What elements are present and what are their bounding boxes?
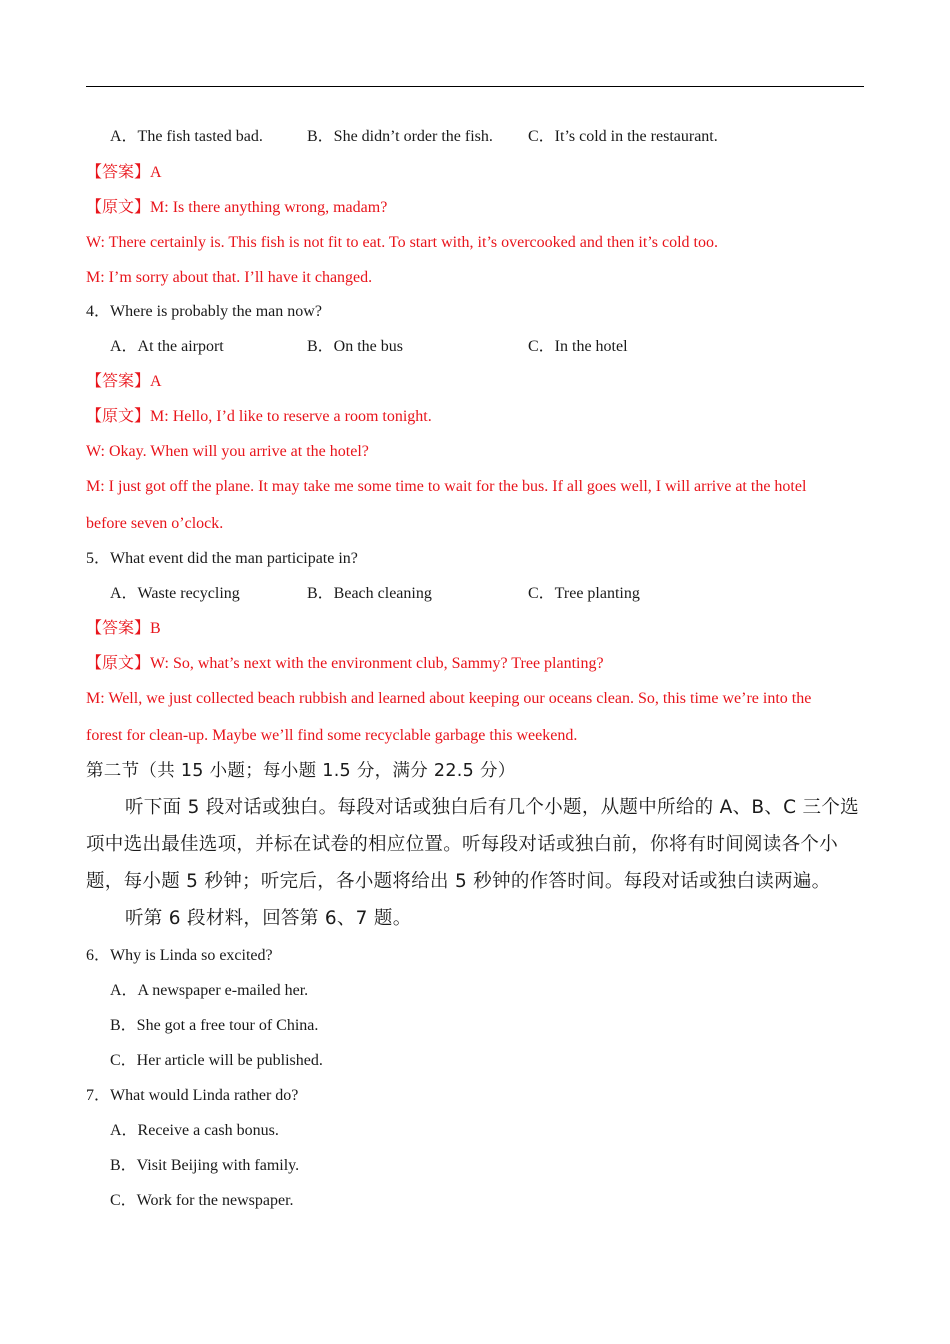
q6-option-b: B．She got a free tour of China. xyxy=(110,1017,319,1034)
q4-option-c: C．In the hotel xyxy=(528,338,628,355)
q3-script-line: W: There certainly is. This fish is not fit to eat. To start with, it’s overcooked and then it’s cold too. xyxy=(86,234,718,251)
q4-answer: 【答案】A xyxy=(86,373,162,390)
q5-script-line: 【原文】W: So, what’s next with the environment club, Sammy? Tree planting? xyxy=(86,655,604,672)
q7-option-b: B．Visit Beijing with family. xyxy=(110,1157,300,1174)
q3-script-line: M: I’m sorry about that. I’ll have it changed. xyxy=(86,269,373,286)
q4-script-line: before seven o’clock. xyxy=(86,515,224,532)
q3-option-c: C．It’s cold in the restaurant. xyxy=(528,128,718,145)
q4-script-line: 【原文】M: Hello, I’d like to reserve a room tonight. xyxy=(86,408,432,425)
material-note: 听第 6 段材料，回答第 6、7 题。 xyxy=(125,908,412,929)
q5-answer: 【答案】B xyxy=(86,620,161,637)
q3-option-b: B．She didn’t order the fish. xyxy=(307,128,493,145)
q6-question: 6．Why is Linda so excited? xyxy=(86,947,273,964)
header-rule xyxy=(86,86,864,87)
q4-option-b: B．On the bus xyxy=(307,338,404,355)
q3-option-a: A．The fish tasted bad. xyxy=(110,128,263,145)
q7-option-a: A．Receive a cash bonus. xyxy=(110,1122,279,1139)
q6-option-c: C．Her article will be published. xyxy=(110,1052,323,1069)
q3-script-line: 【原文】M: Is there anything wrong, madam? xyxy=(86,199,388,216)
q4-script-line: W: Okay. When will you arrive at the hotel? xyxy=(86,443,369,460)
q4-question: 4．Where is probably the man now? xyxy=(86,303,322,320)
q6-option-a: A．A newspaper e-mailed her. xyxy=(110,982,309,999)
q3-answer: 【答案】A xyxy=(86,164,162,181)
q5-script-line: forest for clean-up. Maybe we’ll find some recyclable garbage this weekend. xyxy=(86,727,578,744)
section-heading: 第二节（共 15 小题；每小题 1.5 分，满分 22.5 分） xyxy=(86,761,516,781)
q5-question: 5．What event did the man participate in? xyxy=(86,550,358,567)
q7-question: 7．What would Linda rather do? xyxy=(86,1087,299,1104)
instructions-line: 题，每小题 5 秒钟；听完后，各小题将给出 5 秒钟的作答时间。每段对话或独白读两遍。 xyxy=(86,871,831,892)
q4-script-line: M: I just got off the plane. It may take me some time to wait for the bus. If all goes well, I will arrive at the hotel xyxy=(86,478,807,495)
q5-script-line: M: Well, we just collected beach rubbish and learned about keeping our oceans clean. So, this time we’re into the xyxy=(86,690,812,707)
q4-option-a: A．At the airport xyxy=(110,338,224,355)
q5-option-b: B．Beach cleaning xyxy=(307,585,432,602)
q7-option-c: C．Work for the newspaper. xyxy=(110,1192,294,1209)
instructions-line: 听下面 5 段对话或独白。每段对话或独白后有几个小题，从题中所给的 A、B、C 三个选 xyxy=(125,797,859,818)
instructions-line: 项中选出最佳选项，并标在试卷的相应位置。听每段对话或独白前，你将有时间阅读各个小 xyxy=(86,834,839,855)
q5-option-c: C．Tree planting xyxy=(528,585,640,602)
q5-option-a: A．Waste recycling xyxy=(110,585,240,602)
